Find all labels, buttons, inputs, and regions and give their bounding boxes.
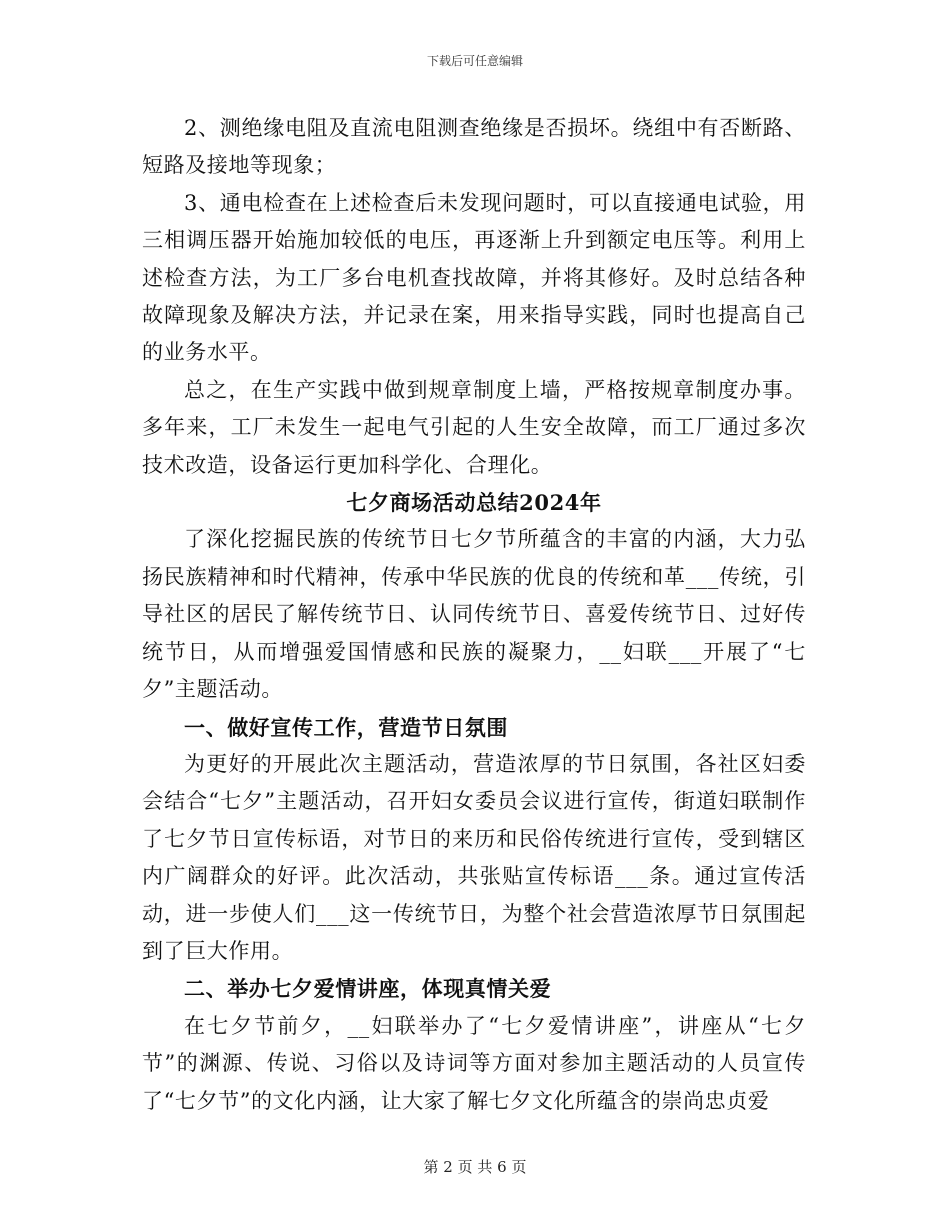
paragraph-conclusion: 总之，在生产实践中做到规章制度上墙，严格按规章制度办事。多年来，工厂未发生一起电气引起的人生安全故障，而工厂通过多次技术改造，设备运行更加科学化、合理化。	[142, 377, 806, 477]
page-footer: 第 2 页 共 6 页	[423, 1158, 527, 1176]
paragraph-power-on-check: 3、通电检查在上述检查后未发现问题时，可以直接通电试验，用三相调压器开始施加较低的电压，再逐渐上升到额定电压等。利用上述检查方法，为工厂多台电机查找故障，并将其修好。及时总结各种故障现象及解决方法，并记录在案，用来指导实践，同时也提高自己的业务水平。	[142, 190, 806, 365]
section-heading-lecture: 二、举办七夕爱情讲座，体现真情关爱	[184, 976, 552, 1002]
paragraph-lecture: 在七夕节前夕，__妇联举办了“七夕爱情讲座”，讲座从“七夕节”的渊源、传说、习俗以及诗词等方面对参加主题活动的人员宣传了“七夕节”的文化内涵，让大家了解七夕文化所蕴含的崇尚忠贞爱	[142, 1013, 806, 1113]
section-heading-publicity: 一、做好宣传工作，营造节日氛围	[184, 714, 508, 740]
document-title: 七夕商场活动总结2024年	[346, 490, 602, 516]
page-header: 下载后可任意编辑	[426, 54, 523, 68]
paragraph-publicity: 为更好的开展此次主题活动，营造浓厚的节日氛围，各社区妇委会结合“七夕”主题活动，召开妇女委员会议进行宣传，街道妇联制作了七夕节日宣传标语，对节日的来历和民俗传统进行宣传，受到辖区内广阔群众的好评。此次活动，共张贴宣传标语___条。通过宣传活动，进一步使人们___这一传统节日，为整个社会营造浓厚节日氛围起到了巨大作用。	[142, 751, 806, 963]
document-body	[142, 110, 806, 1120]
paragraph-intro: 了深化挖掘民族的传统节日七夕节所蕴含的丰富的内涵，大力弘扬民族精神和时代精神，传承中华民族的优良的传统和革___传统，引导社区的居民了解传统节日、认同传统节日、喜爱传统节日、过好传统节日，从而增强爱国情感和民族的凝聚力，__妇联___开展了“七夕”主题活动。	[142, 527, 806, 702]
paragraph-insulation-check: 2、测绝缘电阻及直流电阻测查绝缘是否损坏。绕组中有否断路、短路及接地等现象；	[142, 116, 806, 178]
